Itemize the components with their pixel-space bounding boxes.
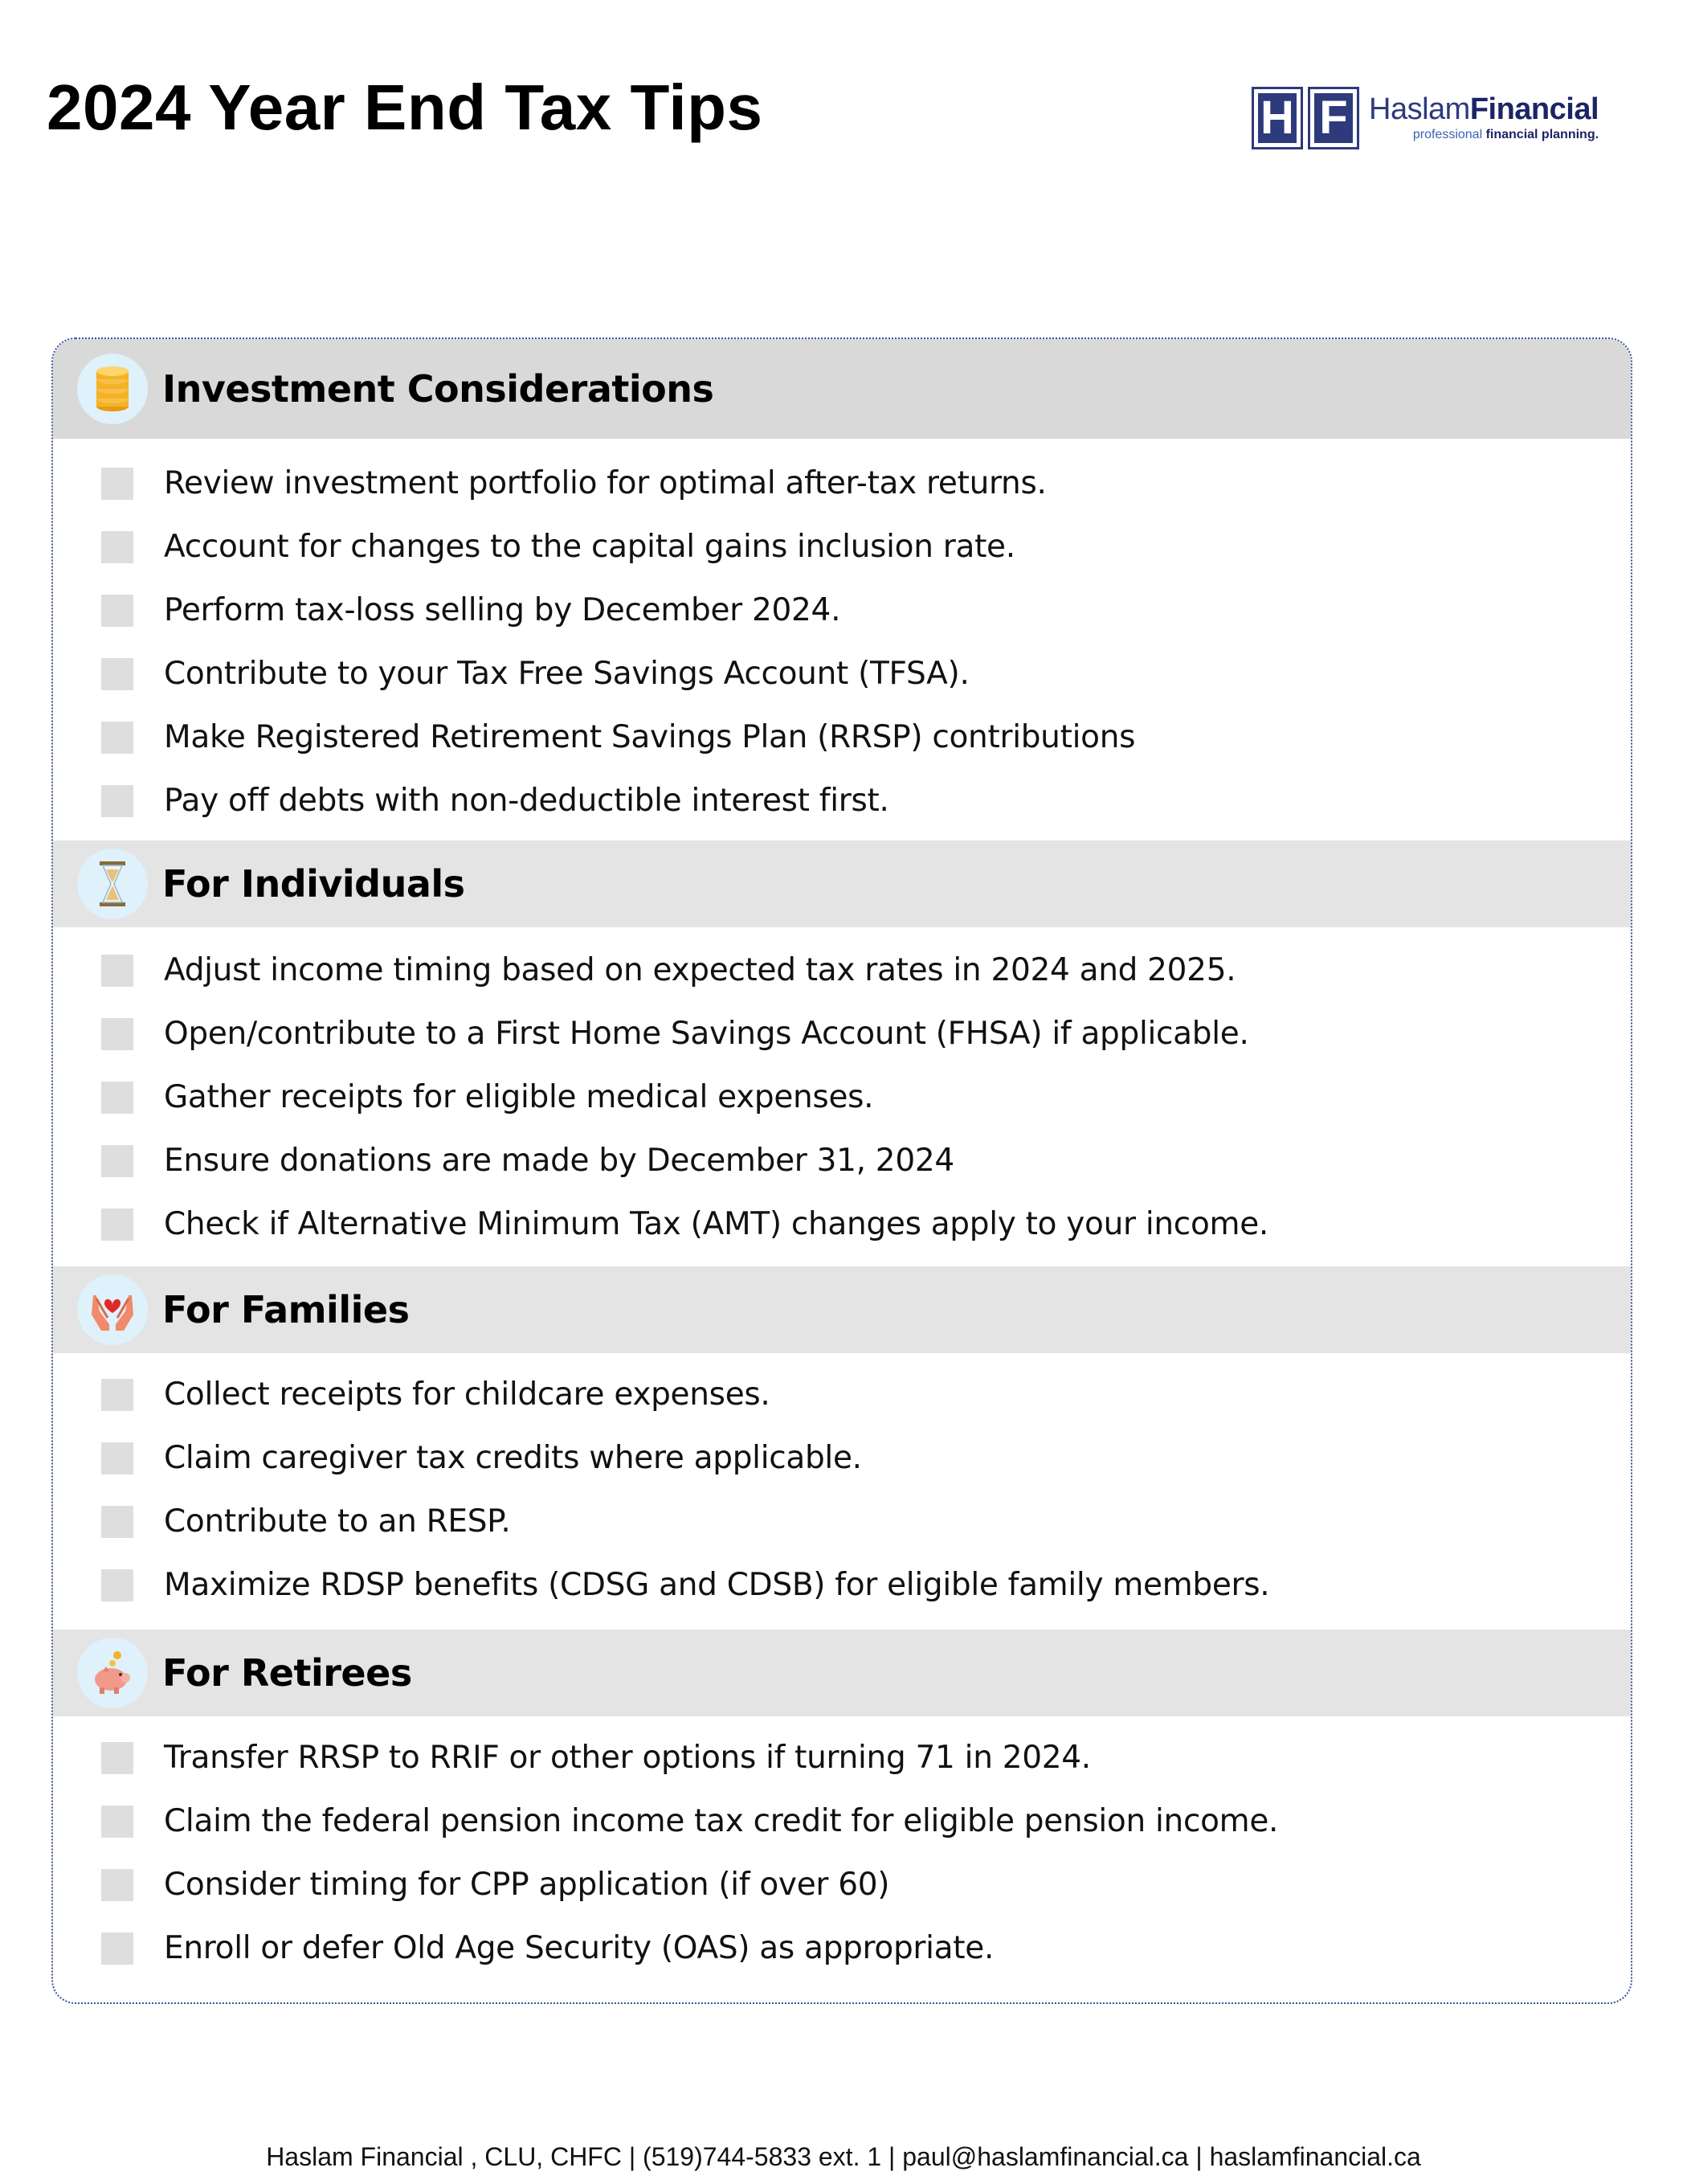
item-checkbox[interactable] [101,468,133,500]
item-checkbox[interactable] [101,1742,133,1774]
list-item: Make Registered Retirement Savings Plan (RRSP) contributions [53,706,1631,769]
section-items-families [53,1363,1631,1617]
list-item: Perform tax-loss selling by December 2024. [53,579,1631,642]
item-checkbox[interactable] [101,1018,133,1050]
list-item: Consider timing for CPP application (if over 60) [53,1853,1631,1916]
section-title: For Retirees [162,1651,412,1695]
list-item: Collect receipts for childcare expenses. [53,1363,1631,1426]
logo-f-box: F [1308,87,1359,149]
item-checkbox[interactable] [101,1379,133,1411]
section-title: For Individuals [162,862,465,906]
item-checkbox[interactable] [101,1082,133,1114]
section-items-investment [53,452,1631,832]
list-item: Claim caregiver tax credits where applicable. [53,1426,1631,1490]
item-checkbox[interactable] [101,1932,133,1965]
list-item: Account for changes to the capital gains inclusion rate. [53,515,1631,579]
item-checkbox[interactable] [101,1869,133,1901]
section-header-individuals [53,840,1631,927]
section-items-individuals [53,939,1631,1256]
section-header-families [53,1266,1631,1353]
list-item: Claim the federal pension income tax credit for eligible pension income. [53,1789,1631,1853]
footer-contact: Haslam Financial , CLU, CHFC | (519)744-5833 ext. 1 | paul@haslamfinancial.ca | haslamfinancial.ca [266,2142,1421,2171]
section-items-retirees [53,1726,1631,1980]
list-item: Contribute to your Tax Free Savings Account (TFSA). [53,642,1631,706]
list-item: Ensure donations are made by December 31, 2024 [53,1129,1631,1192]
list-item: Gather receipts for eligible medical expenses. [53,1065,1631,1129]
item-checkbox[interactable] [101,1145,133,1177]
company-logo [1252,87,1599,149]
item-checkbox[interactable] [101,955,133,987]
item-checkbox[interactable] [101,1569,133,1601]
item-checkbox[interactable] [101,785,133,817]
logo-name: HaslamFinancial [1369,92,1599,126]
logo-text [1369,94,1599,142]
coins-icon [77,354,148,424]
list-item: Open/contribute to a First Home Savings Account (FHSA) if applicable. [53,1002,1631,1065]
list-item: Transfer RRSP to RRIF or other options if turning 71 in 2024. [53,1726,1631,1789]
list-item: Pay off debts with non-deductible interest first. [53,769,1631,832]
hands-heart-icon [77,1274,148,1345]
item-checkbox[interactable] [101,658,133,690]
logo-tagline: professional financial planning. [1412,128,1599,141]
list-item: Adjust income timing based on expected tax rates in 2024 and 2025. [53,939,1631,1002]
checklist-card [51,337,1632,2004]
section-header-investment [53,339,1631,439]
piggy-bank-icon [77,1638,148,1708]
item-checkbox[interactable] [101,595,133,627]
item-checkbox[interactable] [101,1442,133,1474]
page-title: 2024 Year End Tax Tips [47,72,763,143]
item-checkbox[interactable] [101,1209,133,1241]
list-item: Contribute to an RESP. [53,1490,1631,1553]
list-item: Maximize RDSP benefits (CDSG and CDSB) for eligible family members. [53,1553,1631,1617]
list-item: Check if Alternative Minimum Tax (AMT) changes apply to your income. [53,1192,1631,1256]
list-item: Enroll or defer Old Age Security (OAS) as appropriate. [53,1916,1631,1980]
item-checkbox[interactable] [101,722,133,754]
item-checkbox[interactable] [101,1506,133,1538]
section-title: Investment Considerations [162,367,714,411]
section-title: For Families [162,1288,410,1331]
item-checkbox[interactable] [101,1806,133,1838]
item-checkbox[interactable] [101,531,133,563]
hourglass-icon [77,849,148,919]
list-item: Review investment portfolio for optimal after-tax returns. [53,452,1631,515]
section-header-retirees [53,1630,1631,1716]
logo-h-box: H [1252,87,1303,149]
